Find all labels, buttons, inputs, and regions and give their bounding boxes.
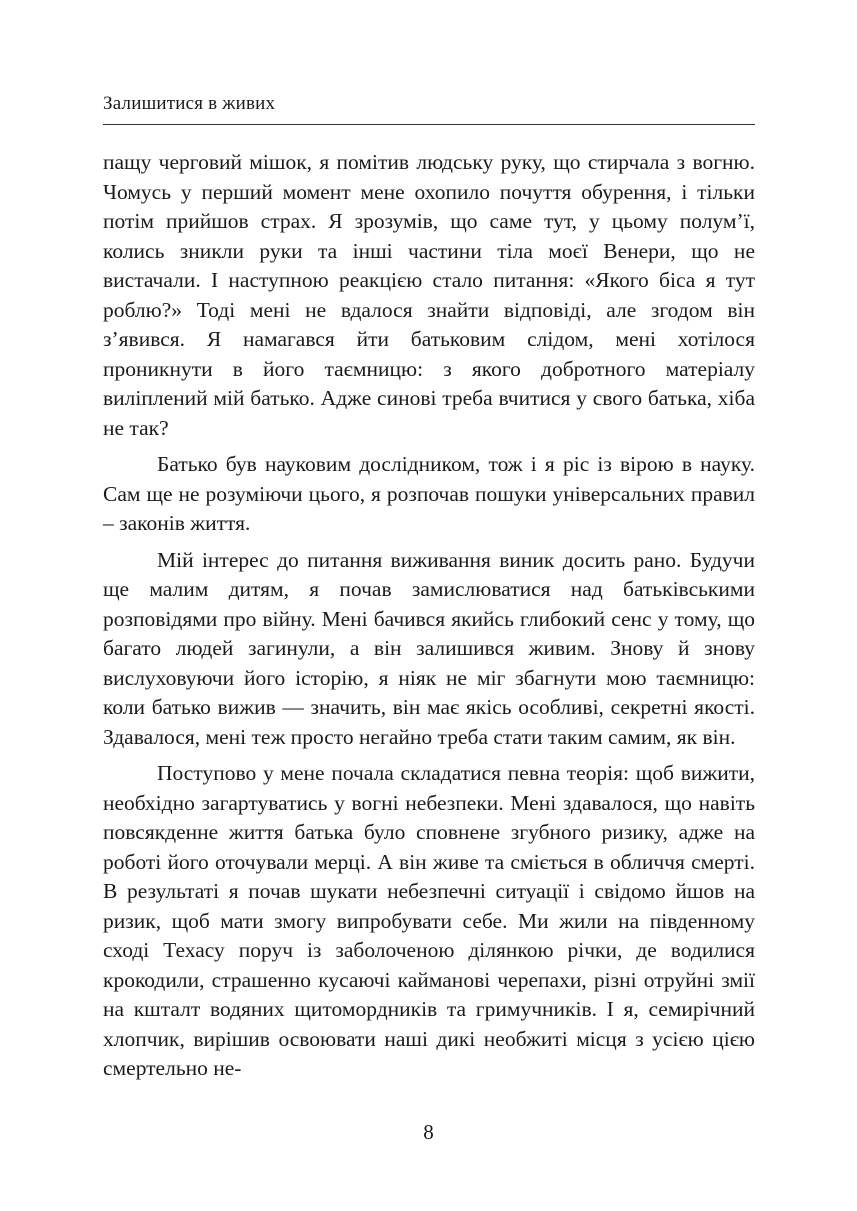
paragraph: Мій інтерес до питання виживання виник досить рано. Будучи ще малим дитям, я почав замислюватися над батьківськими розповідями про війну. Мені бачився якийсь глибокий сенс у тому, що багато людей загинули, а він залишився живим. Знову й знову вислуховуючи його історію, я ніяк не міг збагнути мою таємницю: коли батько вижив — значить, він має якісь особливі, секретні якості. Здавалося, мені теж просто негайно треба стати таким самим, як він. (103, 547, 755, 749)
page-number: 8 (423, 1120, 434, 1144)
header-divider (103, 124, 755, 125)
paragraph: пащу черговий мішок, я помітив людську руку, що стирчала з вогню. Чомусь у перший момент мене охопило почуття обурення, і тільки потім прийшов страх. Я зрозумів, що саме тут, у цьому полум’ї, колись зникли руки та інші частини тіла моєї Венери, що не вистачали. І наступною реакцією стало питання: «Якого біса я тут роблю?» Тоді мені не вдалося знайти відповіді, але згодом він з’явився. Я намагався йти батьковим слідом, мені хотілося проникнути в його таємницю: з якого добротного матеріалу виліплений мій батько. Адже синові треба вчитися у свого батька, хіба не так? (103, 150, 755, 440)
page-body (103, 148, 755, 1084)
paragraph: Поступово у мене почала складатися певна теорія: щоб вижити, необхідно загартуватись у вогні небезпеки. Мені здавалося, що навіть повсякденне життя батька було сповнене згубного ризику, адже на роботі його оточували мерці. А він живе та сміється в обличчя смерті. В результаті я почав шукати небезпечні ситуації і свідомо йшов на ризик, щоб мати змогу випробувати себе. Ми жили на південному сході Техасу поруч із заболоченою ділянкою річки, де водилися крокодили, страшенно кусаючі каймановi черепахи, різні отруйні змії на кшталт водяних щитомордників та гримучників. І я, семирічний хлопчик, вирішив освоювати наші дикі необжиті місця з усією цією смертельно не- (103, 761, 755, 1080)
paragraph: Батько був науковим дослідником, тож і я ріс із вірою в науку. Сам ще не розуміючи цього, я розпочав пошуки універсальних правил – законів життя. (103, 452, 755, 535)
running-head: Залишитися в живих (103, 93, 276, 114)
